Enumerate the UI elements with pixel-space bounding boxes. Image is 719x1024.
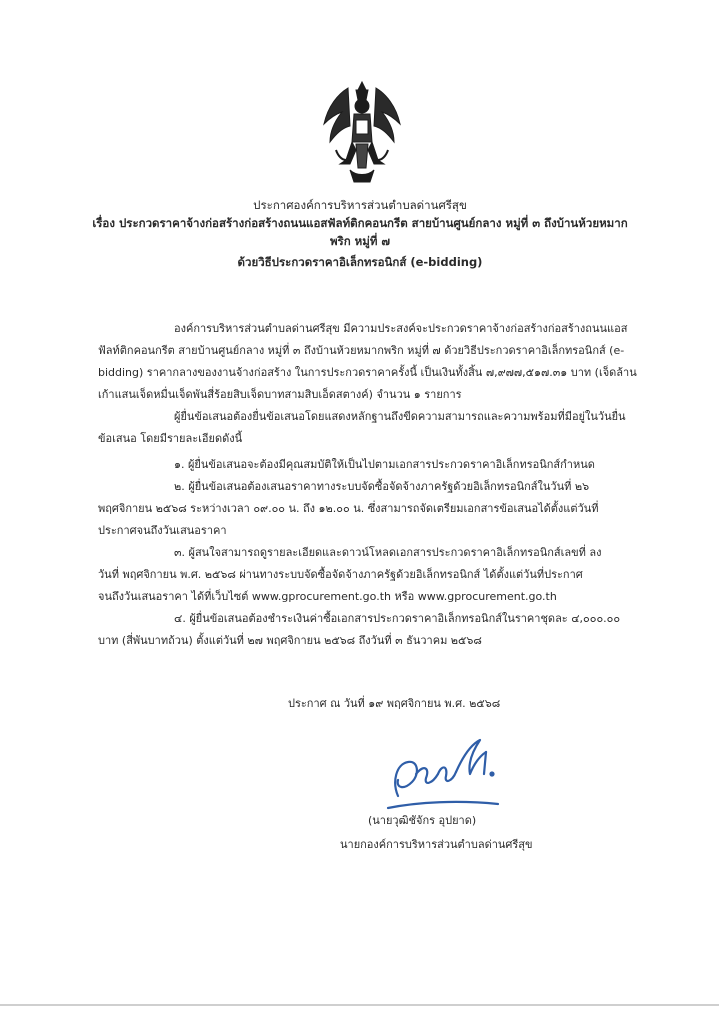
item-3-line-3: จนถึงวันเสนอราคา ได้ที่เว็บไซต์ www.gprocurement.go.th หรือ www.gprocurement.go.th xyxy=(98,590,557,603)
signature-icon xyxy=(368,734,518,818)
item-2-line-3: ประกาศจนถึงวันเสนอราคา xyxy=(98,524,227,537)
subject-line-3: ด้วยวิธีประกวดราคาอิเล็กทรอนิกส์ (e-bidding) xyxy=(237,255,483,269)
subject-line-1: เรื่อง ประกวดราคาจ้างก่อสร้างก่อสร้างถนนแอสฟัลท์ติกคอนกรีต สายบ้านศูนย์กลาง หมู่ที่ ๓ ถึงบ้านห้วยหมาก xyxy=(92,216,628,230)
paragraph-1-line-3: bidding) ราคากลางของงานจ้างก่อสร้าง ในการประกวดราคาครั้งนี้ เป็นเงินทั้งสิ้น ๗,๙๗๗,๕๑๗.๓๑ บาท (เจ็ดล้าน xyxy=(98,366,637,379)
item-2-line-1: ๒. ผู้ยื่นข้อเสนอต้องเสนอราคาทางระบบจัดซื้อจัดจ้างภาครัฐด้วยอิเล็กทรอนิกส์ในวันที่ ๒๖ xyxy=(174,480,590,493)
item-3-line-2: วันที่ พฤศจิกายน พ.ศ. ๒๕๖๘ ผ่านทางระบบจัดซื้อจัดจ้างภาครัฐด้วยอิเล็กทรอนิกส์ ได้ตั้งแต่วันที่ประกาศ xyxy=(98,568,583,581)
paragraph-1-line-2: ฟัลท์ติกคอนกรีต สายบ้านศูนย์กลาง หมู่ที่ ๓ ถึงบ้านห้วยหมากพริก หมู่ที่ ๗ ด้วยวิธีประกวดราคาอิเล็กทรอนิกส์ (e- xyxy=(98,344,625,357)
item-4-line-2: บาท (สี่พันบาทถ้วน) ตั้งแต่วันที่ ๒๗ พฤศจิกายน ๒๕๖๘ ถึงวันที่ ๓ ธันวาคม ๒๕๖๘ xyxy=(98,634,482,647)
paragraph-2-line-1: ผู้ยื่นข้อเสนอต้องยื่นข้อเสนอโดยแสดงหลักฐานถึงขีดความสามารถและความพร้อมที่มีอยู่ในวันยื่น xyxy=(174,410,626,423)
org-heading: ประกาศองค์การบริหารส่วนตำบลด่านศรีสุข xyxy=(253,198,467,212)
item-2-line-2: พฤศจิกายน ๒๕๖๘ ระหว่างเวลา ๐๙.๐๐ น. ถึง ๑๒.๐๐ น. ซึ่งสามารถจัดเตรียมเอกสารข้อเสนอได้ตั้งแต่วันที่ xyxy=(98,502,599,515)
subject-line-2: พริก หมู่ที่ ๗ xyxy=(329,234,391,248)
item-1-line-1: ๑. ผู้ยื่นข้อเสนอจะต้องมีคุณสมบัติให้เป็นไปตามเอกสารประกวดราคาอิเล็กทรอนิกส์กำหนด xyxy=(174,458,595,471)
signer-name: (นายวุฒิชัจักร อุปยาด) xyxy=(368,814,477,827)
announcement-date: ประกาศ ณ วันที่ ๑๙ พฤศจิกายน พ.ศ. ๒๕๖๘ xyxy=(288,697,501,710)
paragraph-2-line-2: ข้อเสนอ โดยมีรายละเอียดดังนี้ xyxy=(98,432,243,445)
garuda-emblem-icon xyxy=(320,80,404,186)
item-3-line-1: ๓. ผู้สนใจสามารถดูรายละเอียดและดาวน์โหลดเอกสารประกวดราคาอิเล็กทรอนิกส์เลขที่ ลง xyxy=(174,546,602,559)
item-4-line-1: ๔. ผู้ยื่นข้อเสนอต้องชำระเงินค่าซื้อเอกสารประกวดราคาอิเล็กทรอนิกส์ในราคาชุดละ ๔,๐๐๐.๐๐ xyxy=(174,612,621,625)
signer-title: นายกองค์การบริหารส่วนตำบลด่านศรีสุข xyxy=(340,838,533,851)
paragraph-1-line-4: เก้าแสนเจ็ดหมื่นเจ็ดพันสี่ร้อยสิบเจ็ดบาทสามสิบเอ็ดสตางค์) จำนวน ๑ รายการ xyxy=(98,388,462,401)
scan-edge-divider xyxy=(0,1004,719,1006)
paragraph-1-line-1: องค์การบริหารส่วนตำบลด่านศรีสุข มีความประสงค์จะประกวดราคาจ้างก่อสร้างก่อสร้างถนนแอส xyxy=(174,322,628,335)
